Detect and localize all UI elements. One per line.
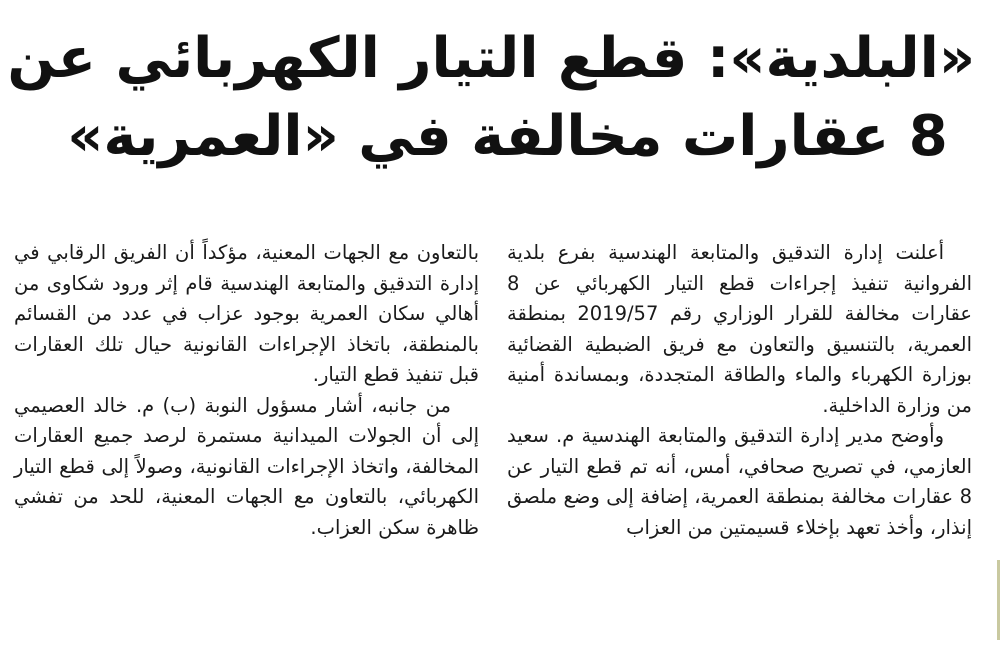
- paragraph: أعلنت إدارة التدقيق والمتابعة الهندسية بفرع بلدية الفروانية تنفيذ إجراءات قطع التيار الكهربائي عن 8 عقارات مخالفة للقرار الوزاري رقم 2019/57 بمنطقة العمرية، بالتنسيق والتعاون مع فريق الضبطية القضائية بوزارة الكهرباء والماء والطاقة المتجددة، وبمساندة أمنية من وزارة الداخلية.: [507, 241, 972, 417]
- paragraph: وأوضح مدير إدارة التدقيق والمتابعة الهندسية م. سعيد العازمي، في تصريح صحافي، أمس، أنه تم قطع التيار عن 8 عقارات مخالفة بمنطقة العمرية، إضافة إلى وضع ملصق إنذار، وأخذ تعهد بإخلاء قسيمتين من العزاب: [507, 424, 972, 539]
- article-column-left: [14, 238, 479, 543]
- article-headline: [7, 20, 975, 176]
- headline-line-2: 8 عقارات مخالفة في «العمرية»: [67, 104, 948, 169]
- paragraph: من جانبه، أشار مسؤول النوبة (ب) م. خالد العصيمي إلى أن الجولات الميدانية مستمرة لرصد جميع العقارات المخالفة، واتخاذ الإجراءات القانونية، وصولاً إلى قطع التيار الكهربائي، بالتعاون مع الجهات المعنية، للحد من تفشي ظاهرة سكن العزاب.: [14, 393, 479, 539]
- paragraph: بالتعاون مع الجهات المعنية، مؤكداً أن الفريق الرقابي في إدارة التدقيق والمتابعة الهندسية قام إثر ورود شكاوى من أهالي سكان العمرية بوجود عزاب في عدد من القسائم بالمنطقة، باتخاذ الإجراءات القانونية حيال تلك العقارات قبل تنفيذ قطع التيار.: [14, 241, 479, 386]
- article-column-right: [507, 238, 972, 543]
- headline-line-1: «البلدية»: قطع التيار الكهربائي عن: [7, 26, 975, 91]
